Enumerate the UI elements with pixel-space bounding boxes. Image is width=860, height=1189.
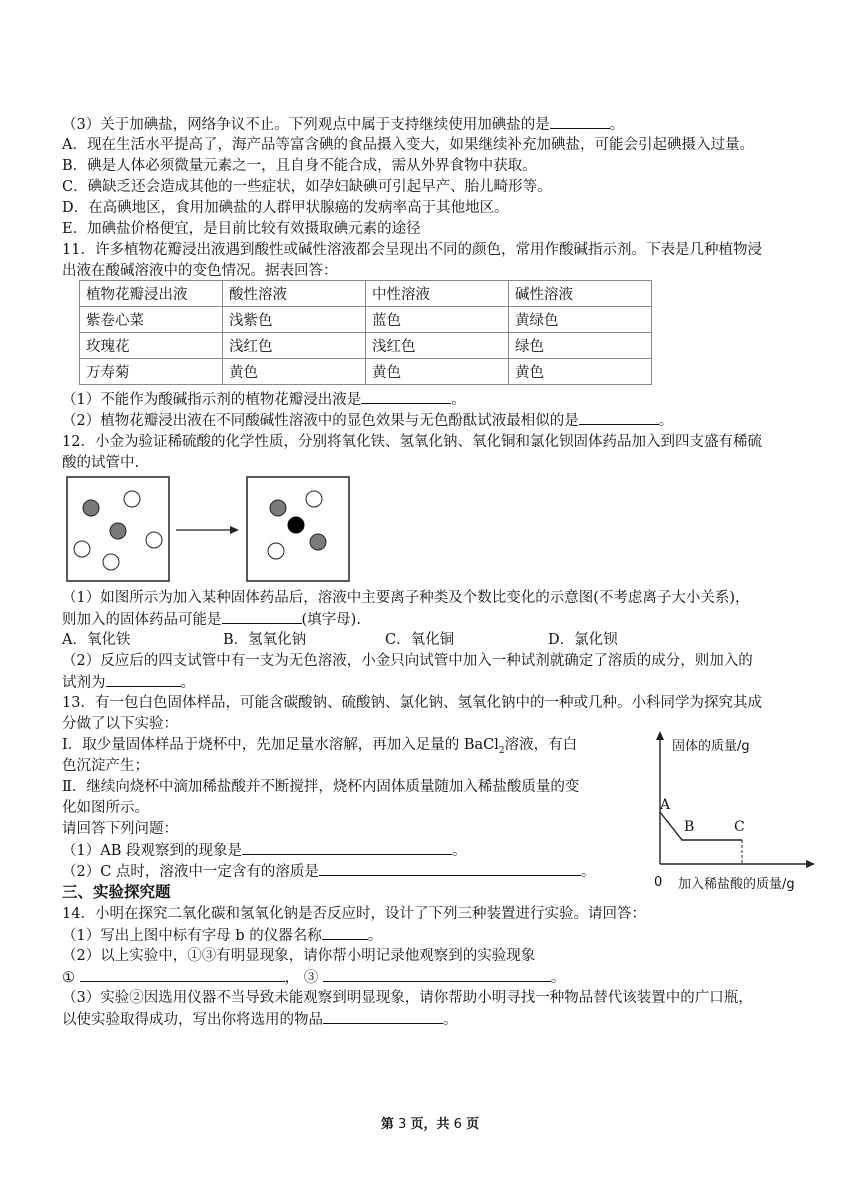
q12-sub1-line1: （1）如图所示为加入某种固体药品后，溶液中主要离子种类及个数比变化的示意图(不考虑离子大小关系)，	[62, 590, 750, 606]
q11-sub2: （2）植物花瓣浸出液在不同酸碱性溶液中的显色效果与无色酚酞试液最相似的是 。	[62, 410, 673, 431]
table-cell: 玫瑰花	[80, 333, 223, 359]
ion-white	[146, 532, 162, 548]
table-header: 酸性溶液	[223, 281, 366, 307]
answer-blank[interactable]	[319, 861, 581, 876]
q13-step2-line1: Ⅱ．继续向烧杯中滴加稀盐酸并不断搅拌，烧杯内固体质量随加入稀盐酸质量的变	[62, 779, 580, 795]
q12-option-a: A．氧化铁	[62, 632, 131, 648]
q10-option-d: D．在高碘地区，食用加碘盐的人群甲状腺癌的发病率高于其他地区。	[62, 200, 509, 216]
q14-sub1: （1）写出上图中标有字母 b 的仪器名称 。	[62, 925, 382, 946]
table-cell: 浅红色	[223, 333, 366, 359]
y-axis-arrow	[656, 731, 664, 740]
table-cell: 黄色	[223, 359, 366, 385]
ion-white	[103, 554, 119, 570]
mass-curve	[660, 812, 742, 840]
q13-sub1: （1）AB 段观察到的现象是 。	[62, 840, 466, 861]
q11-stem-line2: 出液在酸碱溶液中的变色情况。据表回答：	[62, 263, 338, 279]
ion-white	[124, 491, 140, 507]
table-header: 碱性溶液	[509, 281, 652, 307]
table-cell: 万寿菊	[80, 359, 223, 385]
q13-step1-line1: Ⅰ．取少量固体样品于烧杯中，先加足量水溶解，再加入足量的 BaCl$_2$溶液，有白	[62, 737, 578, 756]
q12-sub2-line1: （2）反应后的四支试管中有一支为无色溶液，小金只向试管中加入一种试剂就确定了溶质的成分，则加入的	[62, 653, 753, 669]
ion-gray	[110, 523, 126, 539]
table-cell: 黄色	[366, 359, 509, 385]
q11-sub1: （1）不能作为酸碱指示剂的植物花瓣浸出液是 。	[62, 389, 466, 410]
table-cell: 黄绿色	[509, 307, 652, 333]
q14-sub2-answers: ① ， ③ 。	[62, 967, 565, 988]
ion-gray	[270, 500, 286, 516]
answer-blank[interactable]	[242, 840, 452, 855]
graph-point-c: C	[734, 819, 745, 835]
q14-sub3-line1: （3）实验②因选用仪器不当导致未能观察到明显现象，请你帮助小明寻找一种物品替代该装置中的广口瓶，	[62, 990, 753, 1006]
table-header: 植物花瓣浸出液	[80, 281, 223, 307]
q13-stem-line2: 分做了以下实验：	[62, 716, 178, 732]
q10-sub3: （3）关于加碘盐，网络争议不止。下列观点中属于支持继续使用加碘盐的是 。	[62, 114, 624, 135]
q12-sub2-line2: 试剂为 。	[62, 672, 195, 693]
q10-option-c: C．碘缺乏还会造成其他的一些症状，如孕妇缺碘可引起早产、胎儿畸形等。	[62, 179, 552, 195]
graph-origin: 0	[654, 875, 663, 890]
graph-point-b: B	[684, 819, 695, 835]
q14-sub2: （2）以上实验中，①③有明显现象，请你帮小明记录他观察到的实验现象	[62, 948, 536, 964]
table-cell: 黄色	[509, 359, 652, 385]
ion-gray	[310, 534, 326, 550]
answer-blank[interactable]	[222, 609, 302, 624]
q13-sub2: （2）C 点时，溶液中一定含有的溶质是 。	[62, 861, 595, 882]
table-cell: 紫卷心菜	[80, 307, 223, 333]
q13-ask: 请回答下列问题：	[62, 821, 178, 837]
answer-blank[interactable]	[80, 967, 285, 982]
table-header: 中性溶液	[366, 281, 509, 307]
page-footer: 第 3 页，共 6 页	[380, 1117, 480, 1132]
ion-gray	[83, 500, 99, 516]
ion-black	[288, 517, 304, 533]
q13-step1-line2: 色沉淀产生；	[62, 758, 149, 774]
q12-sub1-line2: 则加入的固体药品可能是 (填字母).	[62, 609, 361, 630]
indicator-table	[79, 280, 652, 385]
ion-white	[306, 491, 322, 507]
q14-sub3-line2: 以使实验取得成功，写出你将选用的物品 。	[62, 1009, 458, 1030]
q14-stem: 14．小明在探究二氧化碳和氢氧化钠是否反应时，设计了下列三种装置进行实验。请回答：	[62, 906, 646, 922]
q12-option-b: B．氢氧化钠	[223, 632, 307, 648]
graph-xlabel: 加入稀盐酸的质量/g	[678, 877, 795, 892]
section-heading: 三、实验探究题	[62, 883, 171, 901]
graph-point-a: A	[660, 797, 671, 813]
answer-blank[interactable]	[579, 410, 659, 425]
table-cell: 浅红色	[366, 333, 509, 359]
answer-blank[interactable]	[323, 1009, 443, 1024]
arrow-head	[230, 526, 239, 534]
table-cell: 浅紫色	[223, 307, 366, 333]
table-row	[80, 307, 652, 333]
q10-option-a: A．现在生活水平提高了，海产品等富含碘的食品摄入变大，如果继续补充加碘盐，可能会引起碘摄入过量。	[62, 137, 754, 153]
table-row	[80, 359, 652, 385]
ion-change-diagram	[60, 474, 360, 586]
ion-white	[74, 541, 90, 557]
q11-stem-line1: 11．许多植物花瓣浸出液遇到酸性或碱性溶液都会呈现出不同的颜色，常用作酸碱指示剂。下表是几种植物浸	[62, 242, 762, 258]
q10-option-b: B．碘是人体必须微量元素之一，且自身不能合成，需从外界食物中获取。	[62, 158, 537, 174]
graph-ylabel: 固体的质量/g	[672, 739, 750, 754]
q12-stem-line2: 酸的试管中.	[62, 455, 140, 471]
answer-blank[interactable]	[322, 925, 368, 940]
q13-step2-line2: 化如图所示。	[62, 800, 149, 816]
table-cell: 绿色	[509, 333, 652, 359]
ion-white	[268, 543, 284, 559]
answer-blank[interactable]	[550, 114, 610, 129]
answer-blank[interactable]	[361, 389, 451, 404]
table-row	[80, 333, 652, 359]
q12-stem-line1: 12．小金为验证稀硫酸的化学性质，分别将氧化铁、氢氧化钠、氧化铜和氯化钡固体药品加入到四支盛有稀硫	[62, 434, 762, 450]
mass-graph	[648, 728, 832, 896]
q12-option-d: D．氯化钡	[548, 632, 618, 648]
table-header-row	[80, 281, 652, 307]
answer-blank[interactable]	[106, 672, 181, 687]
table-cell: 蓝色	[366, 307, 509, 333]
q13-stem-line1: 13．有一包白色固体样品，可能含碳酸钠、硫酸钠、氯化钠、氢氧化钠中的一种或几种。小科同学为探究其成	[62, 695, 762, 711]
answer-blank[interactable]	[323, 967, 551, 982]
q10-option-e: E．加碘盐价格便宜，是目前比较有效摄取碘元素的途径	[62, 221, 421, 237]
q12-option-c: C．氧化铜	[385, 632, 455, 648]
x-axis-arrow	[806, 860, 815, 868]
